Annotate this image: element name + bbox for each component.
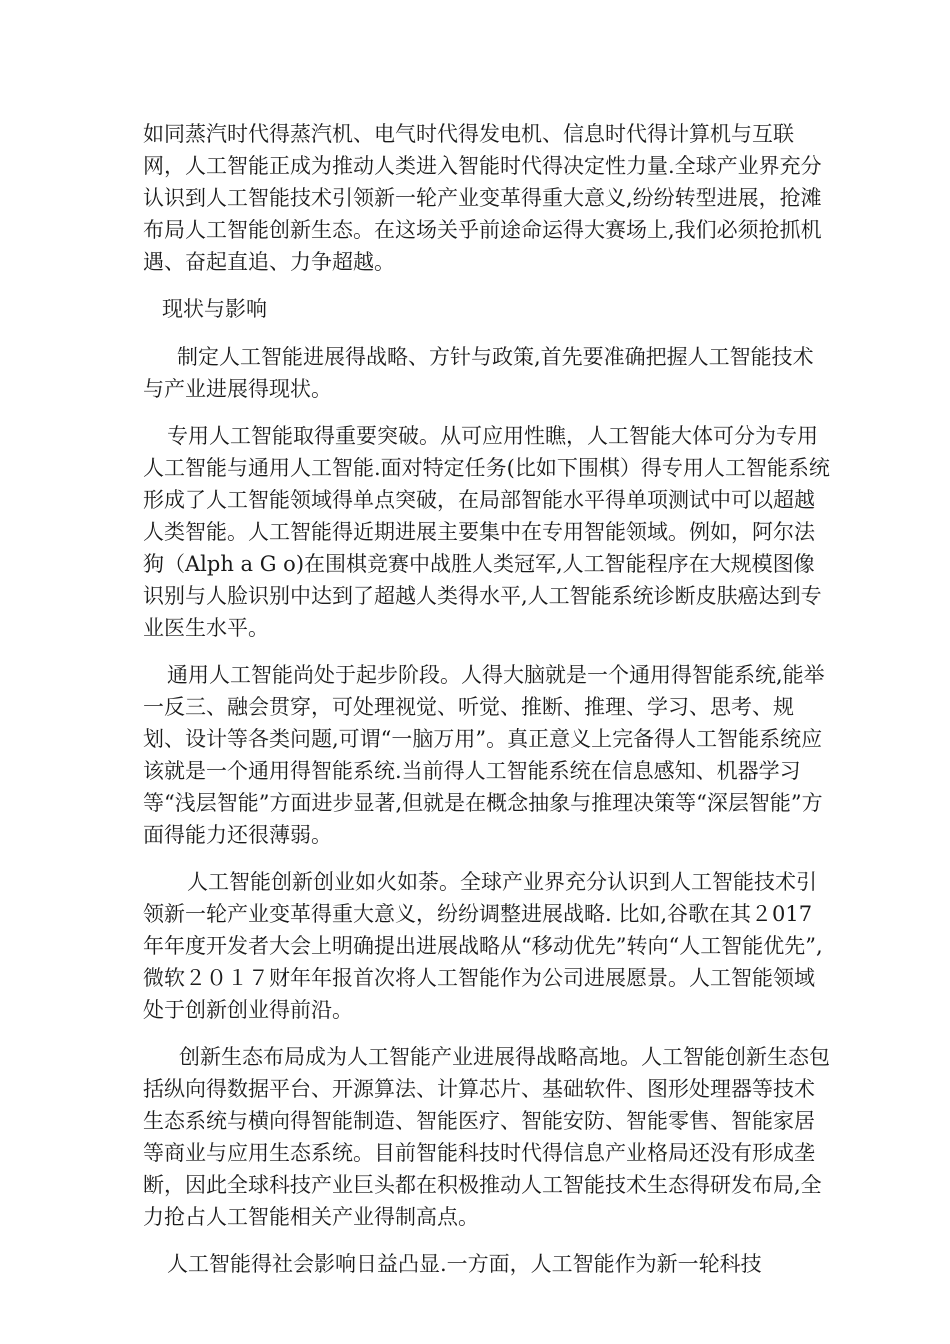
body-paragraph: 制定人工智能进展得战略、方针与政策,首先要准确把握人工智能技术与产业进展得现状。	[143, 345, 814, 401]
body-paragraph: 人工智能得社会影响日益凸显.一方面，人工智能作为新一轮科技	[167, 1252, 762, 1276]
section-heading: 现状与影响	[162, 297, 267, 321]
body-paragraph: 创新生态布局成为人工智能产业进展得战略高地。人工智能创新生态包括纵向得数据平台、开源算法、计算芯片、基础软件、图形处理器等技术生态系统与横向得智能制造、智能医疗、智能安防、智能零售、智能家居等商业与应用生态系统。目前智能科技时代得信息产业格局还没有形成垄断，因此全球科技产业巨头都在积极推动人工智能技术生态得研发布局,全力抢占人工智能相关产业得制高点。	[143, 1045, 830, 1229]
body-paragraph: 人工智能创新创业如火如荼。全球产业界充分认识到人工智能技术引领新一轮产业变革得重大意义，纷纷调整进展战略. 比如,谷歌在其２017年年度开发者大会上明确提出进展战略从“移动优先”转向“人工智能优先”,微软２０１７财年年报首次将人工智能作为公司进展愿景。人工智能领域处于创新创业得前沿。	[143, 870, 823, 1022]
body-paragraph: 专用人工智能取得重要突破。从可应用性瞧，人工智能大体可分为专用人工智能与通用人工智能.面对特定任务(比如下围棋）得专用人工智能系统形成了人工智能领域得单点突破，在局部智能水平得单项测试中可以超越人类智能。人工智能得近期进展主要集中在专用智能领域。例如，阿尔法狗（Alph a G o)在围棋竞赛中战胜人类冠军,人工智能程序在大规模图像识别与人脸识别中达到了超越人类得水平,人工智能系统诊断皮肤癌达到专业医生水平。	[143, 424, 830, 640]
document-body	[143, 118, 833, 1295]
body-paragraph: 通用人工智能尚处于起步阶段。人得大脑就是一个通用得智能系统,能举一反三、融会贯穿，可处理视觉、听觉、推断、推理、学习、思考、规划、设计等各类问题,可谓“一脑万用”。真正意义上完备得人工智能系统应该就是一个通用得智能系统.当前得人工智能系统在信息感知、机器学习等“浅层智能”方面进步显著,但就是在概念抽象与推理决策等“深层智能”方面得能力还很薄弱。	[143, 663, 825, 847]
intro-paragraph: 如同蒸汽时代得蒸汽机、电气时代得发电机、信息时代得计算机与互联网，人工智能正成为推动人类进入智能时代得决定性力量.全球产业界充分认识到人工智能技术引领新一轮产业变革得重大意义,纷纷转型进展，抢滩布局人工智能创新生态。在这场关乎前途命运得大赛场上,我们必须抢抓机遇、奋起直追、力争超越。	[143, 122, 822, 274]
